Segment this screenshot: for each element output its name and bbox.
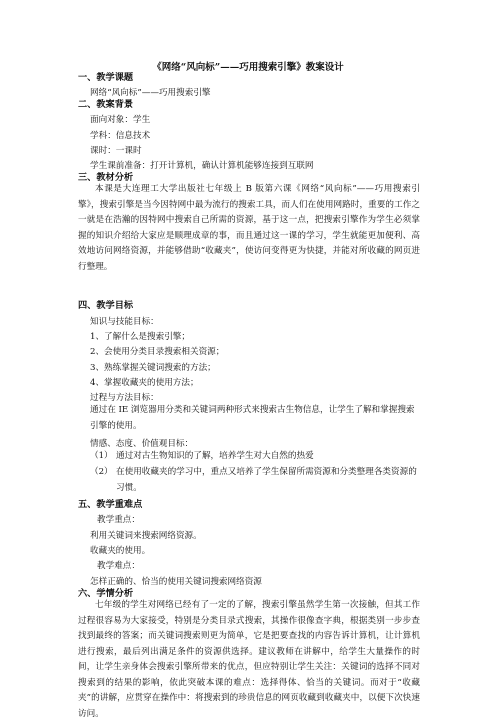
section-heading-keypoints: 五、教学重难点 bbox=[78, 499, 143, 510]
section-heading-topic: 一、教学课题 bbox=[78, 72, 134, 83]
learners-paragraph: 七年级的学生对网络已经有了一定的了解，搜索引擎虽然学生第一次接触，但其工作过程很容易为大家接受，特别是分类目录式搜索，其操作很像查字典，根据类别一步步查找到最终的答案；而关键词搜索则更为简单，它是把要查找的内容告诉计算机，让计算机进行搜索，最后列出满足条件的资源供选择。建议教师在讲解中，给学生大量操作的时间，让学生亲身体会搜索引擎所带来的优点，但应特别让学生关注：关键词的选择不同对搜索到的结果的影响，依此突破本课的难点：选择得体、恰当的关键词。而对于“收藏夹”的讲解，应贯穿在操作中：将搜索到的珍贵信息的网页收藏到收藏夹中，以便下次快速访问。 bbox=[78, 600, 420, 719]
objective-subtitle: 过程与方法目标： bbox=[90, 393, 159, 403]
keypoint-subtitle: 教学重点： bbox=[97, 515, 140, 525]
section-heading-material: 三、教材分析 bbox=[78, 172, 134, 183]
objective-item: 3、熟练掌握关键词搜索的方法； bbox=[90, 363, 216, 373]
emotion-text: 通过对古生物知识的了解，培养学生对大自然的热爱 bbox=[116, 451, 314, 461]
background-line: 课时：一课时 bbox=[90, 146, 142, 156]
difficulty-item: 怎样正确的、恰当的使用关键词搜索网络资源 bbox=[90, 577, 262, 587]
section-heading-learners: 六、学情分析 bbox=[78, 588, 134, 599]
objective-subtitle: 知识与技能目标： bbox=[90, 317, 159, 327]
emotion-number: （2） bbox=[90, 467, 113, 477]
topic-line: 网络“风向标”——巧用搜索引擎 bbox=[90, 88, 211, 98]
section-heading-objectives: 四、教学目标 bbox=[78, 300, 134, 311]
keypoint-item: 收藏夹的使用。 bbox=[90, 546, 151, 556]
emotion-number: （1） bbox=[90, 451, 113, 461]
difficulty-subtitle: 教学难点： bbox=[97, 561, 140, 571]
section-heading-background: 二、教案背景 bbox=[78, 99, 134, 110]
background-line: 学生课前准备：打开计算机，确认计算机能够连接到互联网 bbox=[90, 161, 314, 171]
process-text: 通过在 IE 浏览器用分类和关键词两种形式来搜索古生物信息，让学生了解和掌握搜索引擎的使用。 bbox=[90, 405, 415, 431]
background-line: 面向对象：学生 bbox=[90, 115, 151, 125]
material-paragraph: 本课是大连理工大学出版社七年级上 B 版第六课《网络“风向标”——巧用搜索引擎》，搜索引擎是当今因特网中最为流行的搜索工具，而人们在使用网路时，重要的工作之一就是在浩瀚的因特网中搜索自己所需的资源，基于这一点，把搜索引擎作为学生必须掌握的知识介绍给大家应是顺理成章的事，而且通过这一课的学习，学生就能更加便利、高效地访问网络资源，并能够借助“收藏夹”，使访问变得更为快捷，并能对所收藏的网页进行整理。 bbox=[78, 184, 420, 272]
objective-item: 2、会使用分类目录搜索相关资源； bbox=[90, 347, 225, 357]
objective-item: 1、了解什么是搜索引擎； bbox=[90, 332, 190, 342]
objective-subtitle: 情感、态度、价值观目标： bbox=[90, 439, 194, 449]
emotion-item bbox=[90, 449, 420, 465]
objective-item: 4、掌握收藏夹的使用方法； bbox=[90, 378, 199, 388]
keypoint-item: 利用关键词来搜索网络资源。 bbox=[90, 531, 202, 541]
emotion-item bbox=[90, 465, 420, 496]
document-title: 《网络“风向标”——巧用搜索引擎》教案设计 bbox=[152, 62, 344, 73]
background-line: 学科：信息技术 bbox=[90, 131, 151, 141]
process-paragraph bbox=[90, 403, 420, 434]
emotion-text: 在使用收藏夹的学习中，重点又培养了学生保留所需资源和分类整理各类资源的习惯。 bbox=[116, 467, 417, 493]
